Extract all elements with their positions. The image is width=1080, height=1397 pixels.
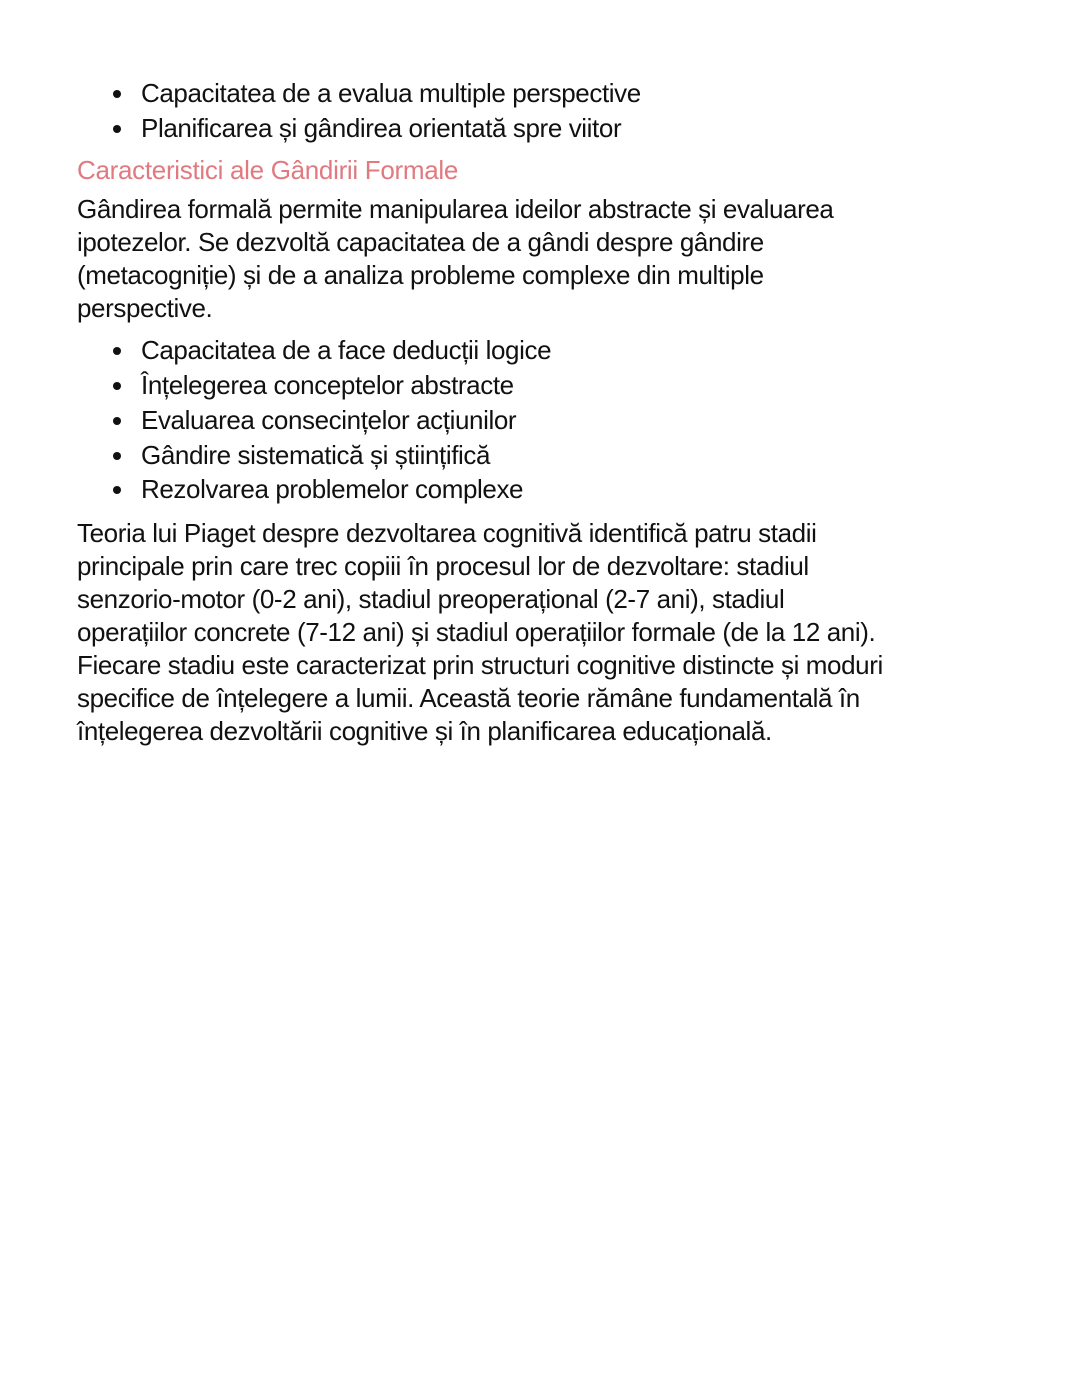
list-item: Planificarea și gândirea orientată spre viitor [77,111,1037,146]
text-line: (metacogniție) și de a analiza probleme complexe din multiple [77,260,764,291]
text-line: perspective. [77,293,213,324]
text-line: înțelegerea dezvoltării cognitive și în planificarea educațională. [77,715,772,746]
bullet-list-characteristics [77,333,1037,507]
bullet-list-top [77,76,1037,145]
paragraph-formal-thinking [77,193,1037,325]
section-heading: Caracteristici ale Gândirii Formale [77,155,459,186]
text-line: senzorio-motor (0-2 ani), stadiul preoperațional (2-7 ani), stadiul [77,583,785,614]
list-item: Capacitatea de a evalua multiple perspective [77,76,1037,111]
list-item: Rezolvarea problemelor complexe [77,472,1037,507]
list-item: Capacitatea de a face deducții logice [77,333,1037,368]
text-line: operațiilor concrete (7-12 ani) și stadiul operațiilor formale (de la 12 ani). [77,616,876,647]
text-line: Fiecare stadiu este caracterizat prin structuri cognitive distincte și moduri [77,649,883,680]
list-item: Evaluarea consecințelor acțiunilor [77,403,1037,438]
text-line: specifice de înțelegere a lumii. Această teorie rămâne fundamentală în [77,682,860,713]
text-line: principale prin care trec copiii în procesul lor de dezvoltare: stadiul [77,550,809,581]
paragraph-piaget-summary [77,517,1037,748]
text-line: ipotezelor. Se dezvoltă capacitatea de a gândi despre gândire [77,227,764,258]
text-line: Gândirea formală permite manipularea ideilor abstracte și evaluarea [77,194,834,225]
list-item: Gândire sistematică și științifică [77,438,1037,473]
document-page [77,76,1037,756]
text-line: Teoria lui Piaget despre dezvoltarea cognitivă identifică patru stadii [77,517,817,548]
list-item: Înțelegerea conceptelor abstracte [77,368,1037,403]
